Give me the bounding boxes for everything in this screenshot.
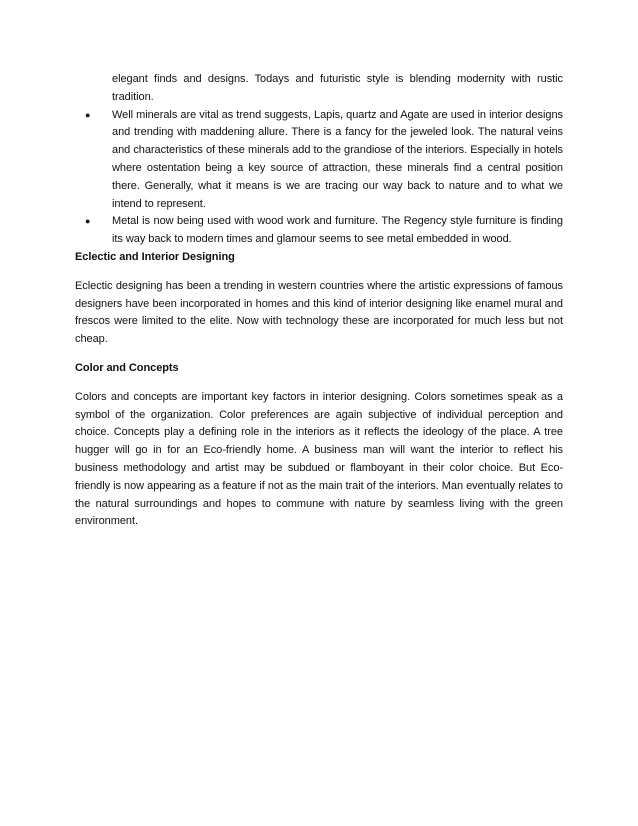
section-heading-color: Color and Concepts: [75, 361, 179, 374]
section-heading-eclectic: Eclectic and Interior Designing: [75, 250, 235, 263]
bullet-text: Metal is now being used with wood work and furniture. The Regency style furniture is finding its way back to modern times and glamour seems to see metal embedded in wood.: [112, 215, 563, 246]
bullet-item-continued: [75, 71, 563, 107]
bullet-dot-icon: ●: [85, 109, 91, 120]
section-paragraph-color: Colors and concepts are important key factors in interior designing. Colors sometimes speak as a symbol of the organization. Color preferences are again subjective of individual perception and choice. Concepts play a defining role in the interiors as it reflects the ideology of the place. A tree hugger will go in for an Eco-friendly home. A business man will want the interior to reflect his business methodology and artist may be subdued or flamboyant in their color choice. But Eco-friendly is now appearing as a feature if not as the main trait of the interiors. Man eventually relates to the natural surroundings and hopes to commune with nature by seamless living with the green environment.: [75, 390, 563, 528]
section-paragraph-eclectic: Eclectic designing has been a trending in western countries where the artistic expressions of famous designers have been incorporated in homes and this kind of interior designing like enamel mural and frescos were limited to the elite. Now with technology these are incorporated for much less but not cheap.: [75, 279, 563, 346]
bullet-item-minerals: [75, 107, 563, 214]
bullet-list: [75, 71, 563, 249]
page-content: [75, 71, 563, 531]
bullet-dot-icon: ●: [85, 216, 91, 227]
bullet-item-metal: [75, 213, 563, 249]
bullet-text: Well minerals are vital as trend suggests, Lapis, quartz and Agate are used in interior designs and trending with maddening allure. There is a fancy for the jeweled look. The natural veins and characteristics of these minerals add to the grandiose of the interiors. Especially in hotels where ostentation being a key source of attraction, these minerals find a central position there. Generally, what it means is we are tracing our way back to nature and to what we intend to represent.: [112, 108, 563, 210]
bullet-text: elegant finds and designs. Todays and futuristic style is blending modernity with rustic tradition.: [112, 73, 563, 103]
